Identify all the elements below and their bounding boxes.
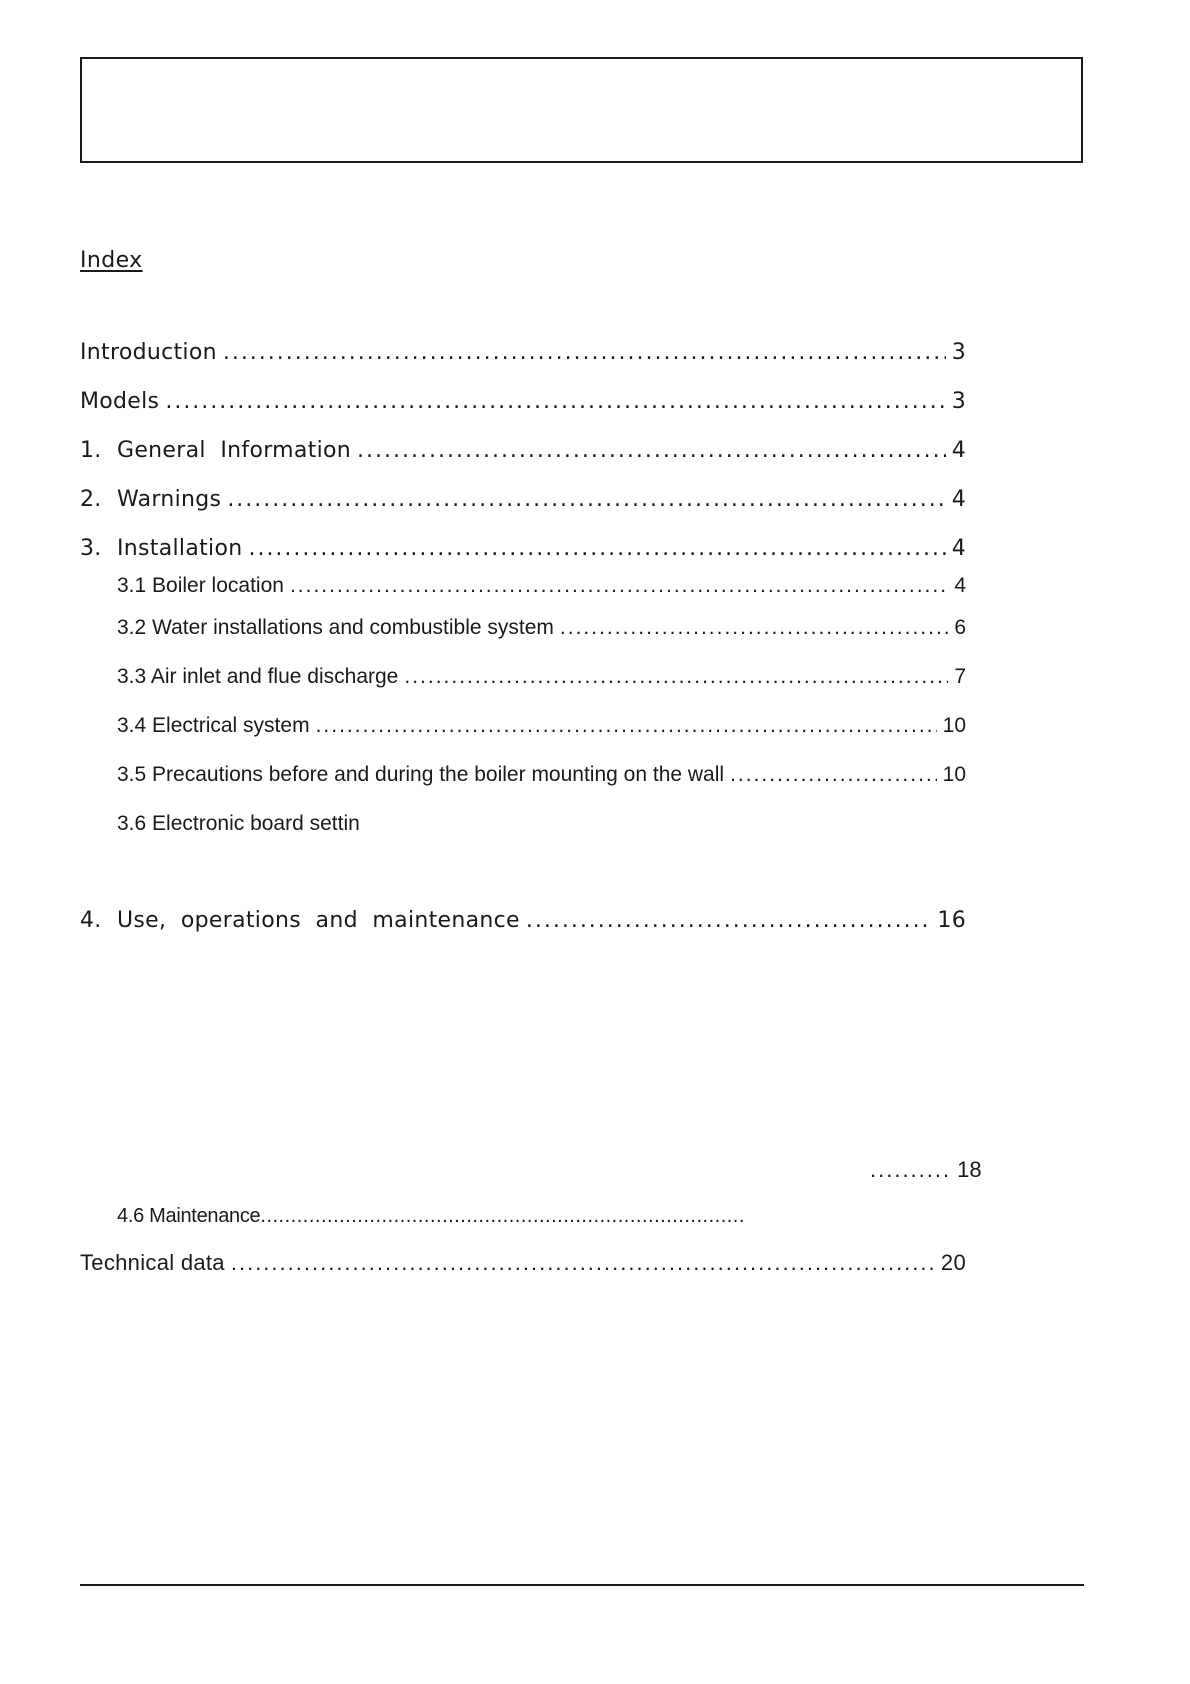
toc-leader bbox=[560, 616, 948, 640]
toc-section-number: 1. bbox=[80, 438, 102, 463]
toc-page-number: 16 bbox=[937, 908, 966, 933]
toc-leader bbox=[165, 389, 945, 414]
toc-page-number: 4 bbox=[951, 487, 966, 512]
toc-label: 3.2 Water installations and combustible system bbox=[117, 616, 554, 639]
toc-label: Installation bbox=[117, 536, 243, 561]
toc-leader bbox=[526, 908, 932, 933]
toc-subentry-precautions[interactable] bbox=[117, 763, 966, 787]
toc-label: Warnings bbox=[117, 487, 222, 512]
toc-label: 3.5 Precautions before and during the boiler mounting on the wall bbox=[117, 763, 725, 786]
toc-section-number: 2. bbox=[80, 487, 102, 512]
toc-orphan-entry[interactable] bbox=[870, 1157, 982, 1183]
toc-page-number: 3 bbox=[951, 340, 966, 365]
toc-leader bbox=[223, 340, 946, 365]
toc-page-number: 7 bbox=[954, 665, 966, 688]
toc-label: Technical data bbox=[80, 1250, 225, 1275]
index-heading: Index bbox=[80, 248, 143, 273]
toc-label: Introduction bbox=[80, 340, 217, 365]
toc-label: 3.6 Electronic board settin bbox=[117, 812, 360, 835]
toc-page-number: 18 bbox=[957, 1157, 982, 1182]
toc-subentry-electronic-board[interactable] bbox=[117, 812, 966, 836]
toc-label: Use, operations and maintenance bbox=[117, 908, 520, 933]
toc-label: 3.3 Air inlet and flue discharge bbox=[117, 665, 399, 688]
toc-section-number: 3. bbox=[80, 536, 102, 561]
toc-page-number: 3 bbox=[951, 389, 966, 414]
toc-subentry-air-inlet[interactable] bbox=[117, 665, 966, 689]
toc-label: 3.1 Boiler location bbox=[117, 574, 284, 597]
toc-leader bbox=[231, 1250, 935, 1276]
toc-leader bbox=[357, 438, 946, 463]
toc-leader: .......... bbox=[870, 1157, 952, 1182]
footer-rule bbox=[80, 1584, 1084, 1586]
toc-leader bbox=[227, 487, 945, 512]
toc-leader bbox=[730, 763, 937, 787]
toc-entry-warnings[interactable] bbox=[80, 487, 966, 512]
toc-label: Models bbox=[80, 389, 160, 414]
toc-page-number: 6 bbox=[954, 616, 966, 639]
toc-entry-use-operations-maintenance[interactable] bbox=[80, 908, 966, 933]
toc-subentry-maintenance[interactable] bbox=[117, 1205, 745, 1228]
toc-section-number: 4. bbox=[80, 908, 102, 933]
toc-entry-general-information[interactable] bbox=[80, 438, 966, 463]
toc-leader bbox=[290, 574, 948, 598]
toc-leader: ................................................................................ bbox=[260, 1205, 745, 1227]
toc-page-number: 20 bbox=[940, 1250, 966, 1275]
toc-leader bbox=[248, 536, 945, 561]
header-box bbox=[80, 57, 1083, 163]
toc-leader bbox=[316, 714, 937, 738]
toc-entry-technical-data[interactable] bbox=[80, 1250, 966, 1276]
toc-subentry-water-installations[interactable] bbox=[117, 616, 966, 640]
toc-label: 4.6 Maintenance bbox=[117, 1205, 261, 1227]
toc-leader bbox=[404, 665, 948, 689]
toc-page-number: 10 bbox=[942, 714, 966, 737]
toc-page-number: 4 bbox=[954, 574, 966, 597]
toc-label: General Information bbox=[117, 438, 352, 463]
toc-subentry-electrical-system[interactable] bbox=[117, 714, 966, 738]
toc-label: 3.4 Electrical system bbox=[117, 714, 310, 737]
toc-entry-models[interactable] bbox=[80, 389, 966, 414]
toc-subentry-boiler-location[interactable] bbox=[117, 574, 966, 598]
toc-page-number: 4 bbox=[951, 438, 966, 463]
toc-page-number: 4 bbox=[951, 536, 966, 561]
toc-entry-introduction[interactable] bbox=[80, 340, 966, 365]
toc-entry-installation[interactable] bbox=[80, 536, 966, 561]
toc-page-number: 10 bbox=[942, 763, 966, 786]
